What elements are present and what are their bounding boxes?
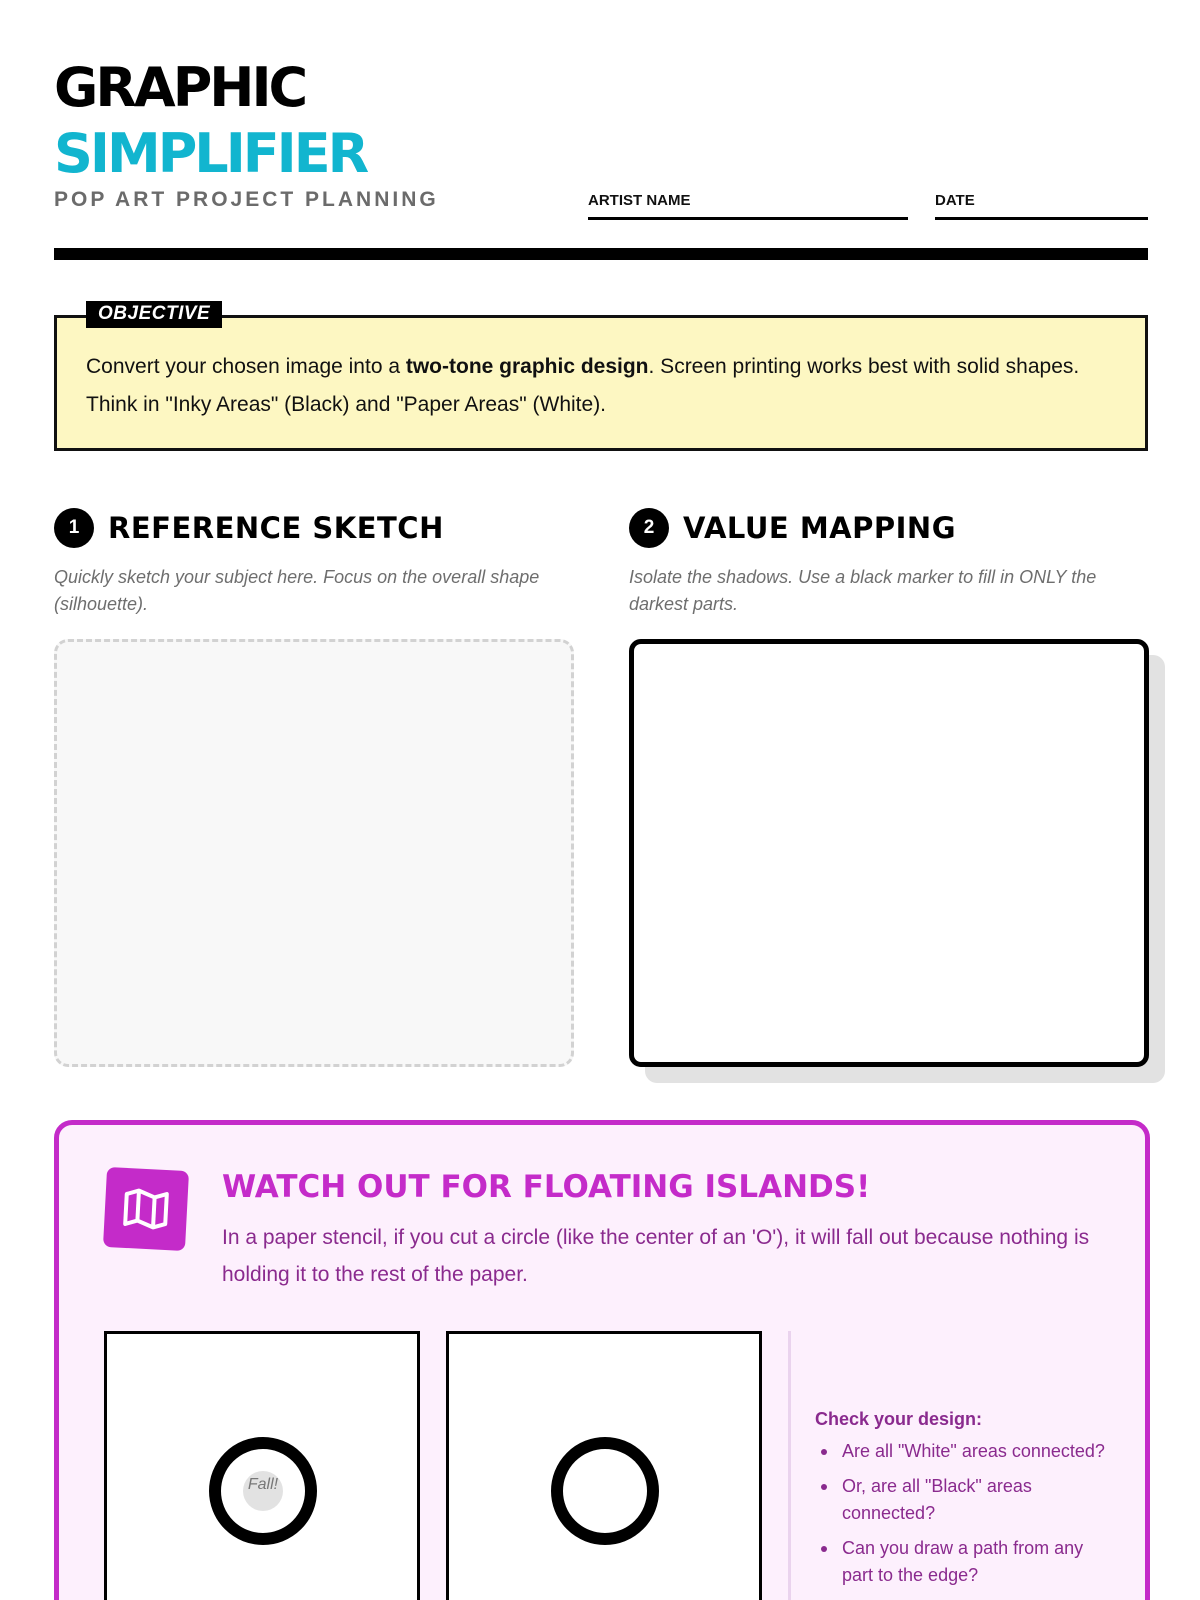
- date-field[interactable]: [935, 186, 1148, 220]
- reference-sketch-description: Quickly sketch your subject here. Focus on the overall shape (silhouette).: [54, 567, 540, 614]
- date-label: DATE: [935, 192, 975, 209]
- value-mapping-area[interactable]: [629, 639, 1149, 1067]
- map-icon: [103, 1167, 189, 1251]
- artist-name-label: ARTIST NAME: [588, 192, 691, 209]
- step-number-2: 2: [629, 508, 669, 548]
- callout-title: WATCH OUT FOR FLOATING ISLANDS!: [222, 1169, 871, 1205]
- checklist-item: Or, are all "Black" areas connected?: [815, 1473, 1115, 1527]
- checklist-item: Can you draw a path from any part to the edge?: [815, 1535, 1115, 1589]
- objective-text: [86, 348, 1115, 424]
- callout-divider: [788, 1331, 791, 1600]
- objective-box: [54, 303, 1148, 451]
- objective-text-end: . Screen printing works best with solid shapes. Think in "Inky Areas" (Black) and "Paper Areas" (White).: [86, 355, 1080, 416]
- title-line-2: SIMPLIFIER: [54, 122, 367, 185]
- stencil-example-floating: [104, 1331, 420, 1600]
- value-mapping-description: Isolate the shadows. Use a black marker to fill in ONLY the darkest parts.: [629, 567, 1097, 614]
- design-checklist: [815, 1409, 1115, 1597]
- value-mapping-heading: [629, 508, 956, 548]
- objective-text-start: Convert your chosen image into a: [86, 355, 406, 378]
- checklist-item: Are all "White" areas connected?: [815, 1438, 1115, 1465]
- title-line-1: GRAPHIC: [54, 56, 306, 119]
- checklist-items: [815, 1438, 1115, 1589]
- reference-sketch-area[interactable]: [54, 639, 574, 1067]
- callout-text: In a paper stencil, if you cut a circle (like the center of an 'O'), it will fall out because nothing is holding it to the rest of the paper.: [222, 1226, 1090, 1286]
- floating-islands-callout: [54, 1120, 1150, 1600]
- reference-sketch-title: REFERENCE SKETCH: [108, 511, 444, 545]
- fall-label: Fall!: [247, 1476, 279, 1493]
- objective-text-bold: two-tone graphic design: [405, 355, 649, 378]
- ring-shape: [209, 1437, 317, 1545]
- step-number-1: 1: [54, 508, 94, 548]
- stencil-example-ring: [446, 1331, 762, 1600]
- reference-sketch-heading: [54, 508, 444, 548]
- subtitle: POP ART PROJECT PLANNING: [54, 188, 439, 211]
- ring-shape: [551, 1437, 659, 1545]
- header-divider: [54, 248, 1148, 260]
- objective-tag: OBJECTIVE: [86, 301, 222, 328]
- checklist-title: Check your design:: [815, 1409, 983, 1429]
- artist-name-field[interactable]: [588, 186, 908, 220]
- header: [54, 58, 1148, 213]
- value-mapping-title: VALUE MAPPING: [683, 511, 956, 545]
